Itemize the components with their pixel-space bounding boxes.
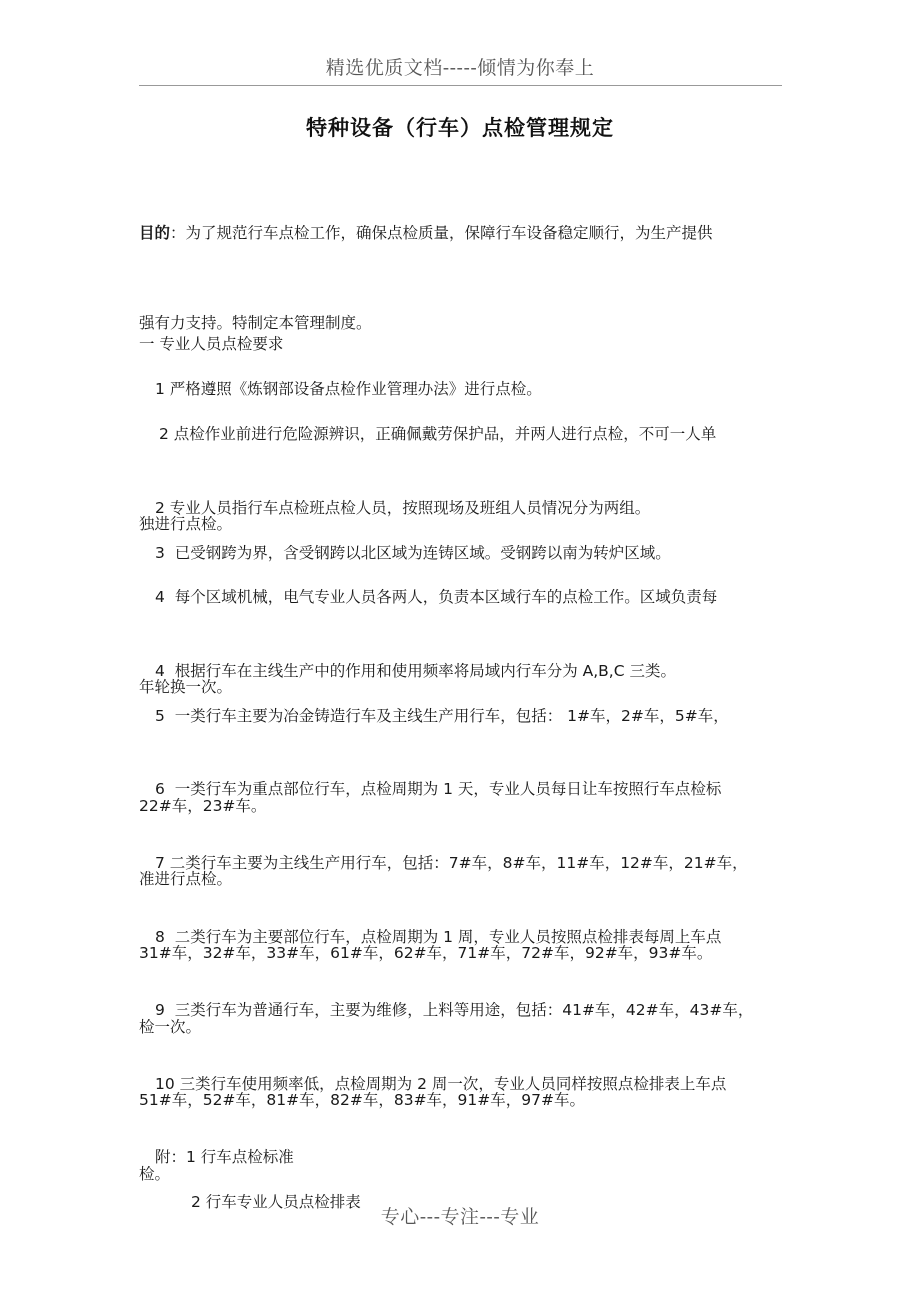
item-line: 年轮换一次。 [139,678,233,696]
item-line: 4 每个区域机械，电气专业人员各两人，负责本区域行车的点检工作。区域负责每 [155,588,718,606]
page-header: 精选优质文档-----倾情为你奉上 [325,57,595,79]
item-line: 10 三类行车使用频率低，点检周期为 2 周一次，专业人员同样按照点检排表上车点 [155,1075,727,1093]
item-line: 9 三类行车为普通行车，主要为维修，上料等用途，包括：41#车，42#车，43#车， [155,1001,754,1019]
item-line: 4 根据行车在主线生产中的作用和使用频率将局域内行车分为 A,B,C 三类。 [155,662,676,680]
item-line: 5 一类行车主要为冶金铸造行车及主线生产用行车，包括： 1#车，2#车，5#车， [155,707,729,725]
item-line: 2 专业人员指行车点检班点检人员，按照现场及班组人员情况分为两组。 [155,499,651,517]
appendix-line-2: 2 行车专业人员点检排表 [191,1193,361,1211]
section-1-heading: 一 专业人员点检要求 [139,335,284,353]
item-line: 检一次。 [139,1018,202,1036]
item-line: 6 一类行车为重点部位行车，点检周期为 1 天，专业人员每日让车按照行车点检标 [155,780,722,798]
item-line: 7 二类行车主要为主线生产用行车，包括：7#车，8#车，11#车，12#车，21#车， [155,854,748,872]
item-line: 3 已受钢跨为界，含受钢跨以北区域为连铸区域。受钢跨以南为转炉区域。 [155,544,671,562]
item-line: 31#车，32#车，33#车，61#车，62#车，71#车，72#车，92#车，93#车。 [139,944,713,962]
appendix-continued [139,1127,799,1247]
purpose-text-line-1: ：为了规范行车点检工作，确保点检质量，保障行车设备稳定顺行，为生产提供 [170,224,713,242]
item-line: 1 严格遵照《炼钢部设备点检作业管理办法》进行点检。 [155,380,542,398]
header-divider [139,85,782,86]
item-line: 检。 [139,1165,171,1183]
page-footer: 专心---专注---专业 [380,1206,540,1228]
purpose-label: 目的 [139,224,171,242]
item-line: 独进行点检。 [139,515,233,533]
appendix-line-1: 附：1 行车点检标准 [155,1148,294,1166]
item-line: 2 点检作业前进行危险源辨识，正确佩戴劳保护品，并两人进行点检，不可一人单 [159,425,717,443]
purpose-text-line-2: 强有力支持。特制定本管理制度。 [139,314,372,332]
item-line: 22#车，23#车。 [139,797,267,815]
item-line: 准进行点检。 [139,870,233,888]
item-line: 51#车，52#车，81#车，82#车，83#车，91#车，97#车。 [139,1091,585,1109]
item-line: 8 二类行车为主要部位行车，点检周期为 1 周，专业人员按照点检排表每周上车点 [155,928,722,946]
document-title: 特种设备（行车）点检管理规定 [306,116,614,140]
